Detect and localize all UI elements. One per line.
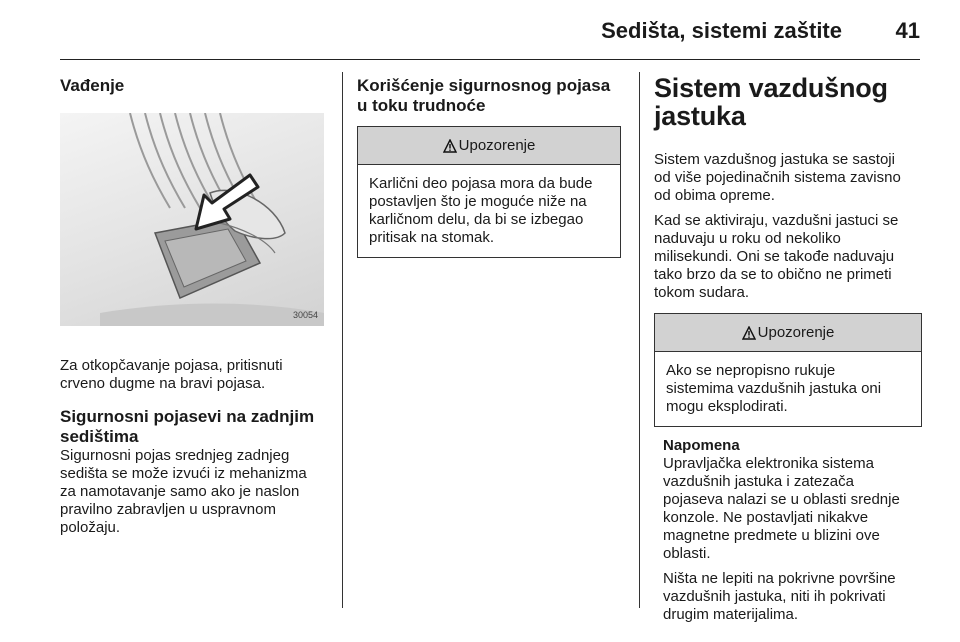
column-middle [357,70,621,258]
warning-body: Karlični deo pojasa mora da bude postavljen što je moguće niže na karličnom delu, da bi se izbegao pritisak na stomak. [369,175,593,246]
column-right [654,70,922,624]
warning-header: Upozorenje [358,127,620,165]
warning-header: Upozorenje [655,314,921,352]
column-left [60,70,332,537]
note-block [663,437,922,624]
rear-belts-paragraph: Sigurnosni pojas srednjeg zadnjeg sedišta se može izvući iz mehanizma za namotavanje samo ako je naslon pravilno zabravljen u uspravnom položaju. [60,447,307,536]
warning-triangle-icon [742,326,756,340]
arrow-down-left-icon [190,171,260,233]
airbag-activation-paragraph: Kad se aktiviraju, vazdušni jastuci se naduvaju u roku od nekoliko milisekundi. Oni se takođe naduvaju tako brzo da se to obično ne primeti tokom sudara. [654,212,899,301]
section-heading-removal: Vađenje [60,76,125,95]
seat-belt-buckle-illustration [60,113,324,326]
warning-body: Ako se nepropisno rukuje sistemima vazdušnih jastuka oni mogu eksplodirati. [666,362,882,415]
note-paragraph-1: Upravljačka elektronika sistema vazdušnih jastuka i zatezača pojaseva nalazi se u oblasti srednje konzole. Ne postavljati nikakve magnetne predmete u blizini ove oblasti. [663,455,900,562]
section-heading-rear-belts: Sigurnosni pojasevi na zadnjim sedištima [60,407,315,446]
unbuckle-paragraph: Za otkopčavanje pojasa, pritisnuti crveno dugme na bravi pojasa. [60,357,283,392]
section-heading-pregnancy: Korišćenje sigurnosnog pojasa u toku trudnoće [357,76,611,115]
section-heading-airbag: Sistem vazdušnog jastuka [654,73,888,131]
column-divider-2 [639,72,640,608]
note-paragraph-2: Ništa ne lepiti na pokrivne površine vazdušnih jastuka, niti ih pokrivati drugim materijalima. [663,570,896,623]
running-header-title: Sedišta, sistemi zaštite [601,18,842,43]
warning-box-pregnancy [357,126,621,258]
airbag-intro-paragraph: Sistem vazdušnog jastuka se sastoji od više pojedinačnih sistema zavisno od obima opreme. [654,151,901,204]
column-divider-1 [342,72,343,608]
page-number: 41 [895,18,920,43]
note-title: Napomena [663,437,740,454]
figure-code: 30054 [292,310,318,320]
header-divider [60,59,920,60]
warning-box-airbag [654,313,922,427]
warning-triangle-icon [443,139,457,153]
